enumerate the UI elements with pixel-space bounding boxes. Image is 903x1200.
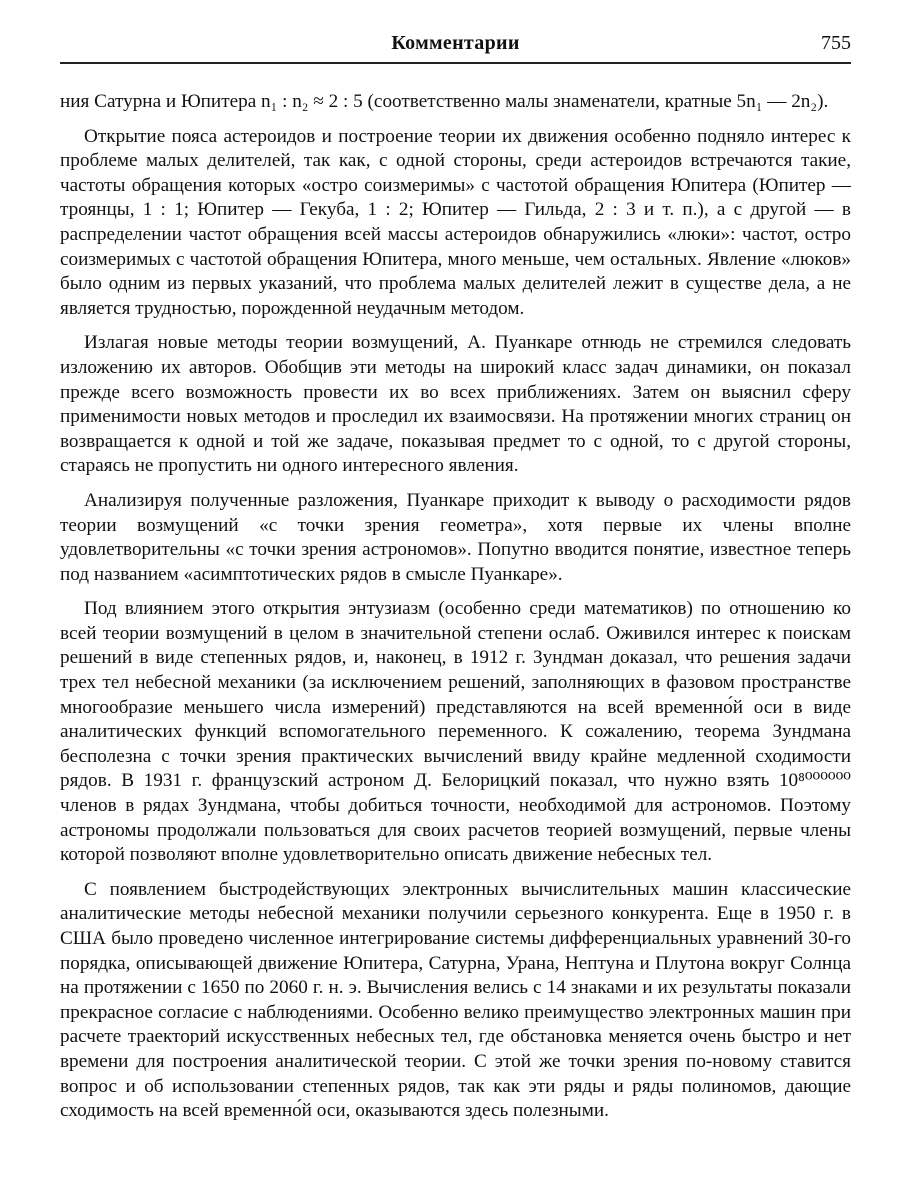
paragraph-poincare-methods: Излагая новые методы теории возмущений, А. Пуанкаре отнюдь не стремился следовать изложению их авторов. Обобщив эти методы на широкий класс задач динамики, он показал прежде всего возможность провести их во всех приближениях. Затем он выяснил сферу применимости новых методов и проследил их взаимосвязи. На протяжении многих страниц он возвращается к одной и той же задаче, показывая предмет то с одной, то с другой стороны, стараясь не пропустить ни одного интересного явления. bbox=[60, 332, 851, 477]
page-header bbox=[60, 30, 851, 64]
paragraph-asteroids: Открытие пояса астероидов и построение теории их движения особенно подняло интерес к проблеме малых делителей, так как, с одной стороны, среди астероидов встречаются такие, частоты обращения которых «остро соизмеримы» с частотой обращения Юпитера (Юпитер — троянцы, 1 : 1; Юпитер — Гекуба, 1 : 2; Юпитер — Гильда, 2 : 3 и т. п.), а с другой — в распределении частот обращения всей массы астероидов обнаружились «люки»: частот, остро соизмеримых с частотой обращения Юпитера, много меньше, чем остальных. Явление «люков» было одним из первых указаний, что проблема малых делителей лежит в существе дела, а не является трудностью, порожденной неудачным методом. bbox=[60, 125, 851, 319]
paragraph-computers: С появлением быстродействующих электронных вычислительных машин классические аналитические методы небесной механики получили серьезного конкурента. Еще в 1950 г. в США было проведено численное интегрирование системы дифференциальных уравнений 30-го порядка, описывающей движение Юпитера, Сатурна, Урана, Нептуна и Плутона вокруг Солнца на протяжении с 1650 по 2060 г. н. э. Вычисления велись с 14 знаками и их результаты показали прекрасное согласие с наблюдениями. Особенно велико преимущество электронных машин при расчете траекторий искусственных небесных тел, где обстановка меняется очень быстро и нет времени для построения аналитической теории. С этой же точки зрения по-новому ставится вопрос и об использовании степенных рядов, так как эти ряды и ряды полиномов, дающие сходимость на всей временно́й оси, оказываются здесь полезными. bbox=[60, 878, 851, 1122]
body-text bbox=[60, 90, 851, 1134]
paragraph-sundman: Под влиянием этого открытия энтузиазм (особенно среди математиков) по отношению ко всей теории возмущений в целом в значительной степени ослаб. Оживился интерес к поискам решений в виде степенных рядов, и, наконец, в 1912 г. Зундман доказал, что решения задачи трех тел небесной механики (за исключением решений, заполняющих в фазовом пространстве многообразие меньшего числа измерений) представляются на всей временно́й оси в виде аналитических функций вспомогательного переменного. К сожалению, теорема Зундмана бесполезна с точки зрения практических вычислений ввиду крайне медленной сходимости рядов. В 1931 г. французский астроном Д. Белорицкий показал, что нужно взять 10⁸⁰⁰⁰⁰⁰⁰ членов в рядах Зундмана, чтобы добиться точности, необходимой для астрономов. Поэтому астрономы продолжали пользоваться для своих расчетов теорией возмущений, первые члены которой позволяют вполне удовлетворительно описать движение небесных тел. bbox=[60, 598, 851, 866]
paragraph-continuation: ния Сатурна и Юпитера n₁ : n₂ ≈ 2 : 5 (соответственно малы знаменатели, кратные 5n₁ — 2n₂). bbox=[60, 91, 829, 112]
page-number: 755 bbox=[821, 32, 851, 54]
running-title: Комментарии bbox=[391, 32, 520, 54]
paragraph-asymptotic-series: Анализируя полученные разложения, Пуанкаре приходит к выводу о расходимости рядов теории возмущений «с точки зрения геометра», хотя первые их члены вполне удовлетворительны «с точки зрения астрономов». Попутно вводится понятие, известное теперь под названием «асимптотических рядов в смысле Пуанкаре». bbox=[60, 489, 851, 585]
